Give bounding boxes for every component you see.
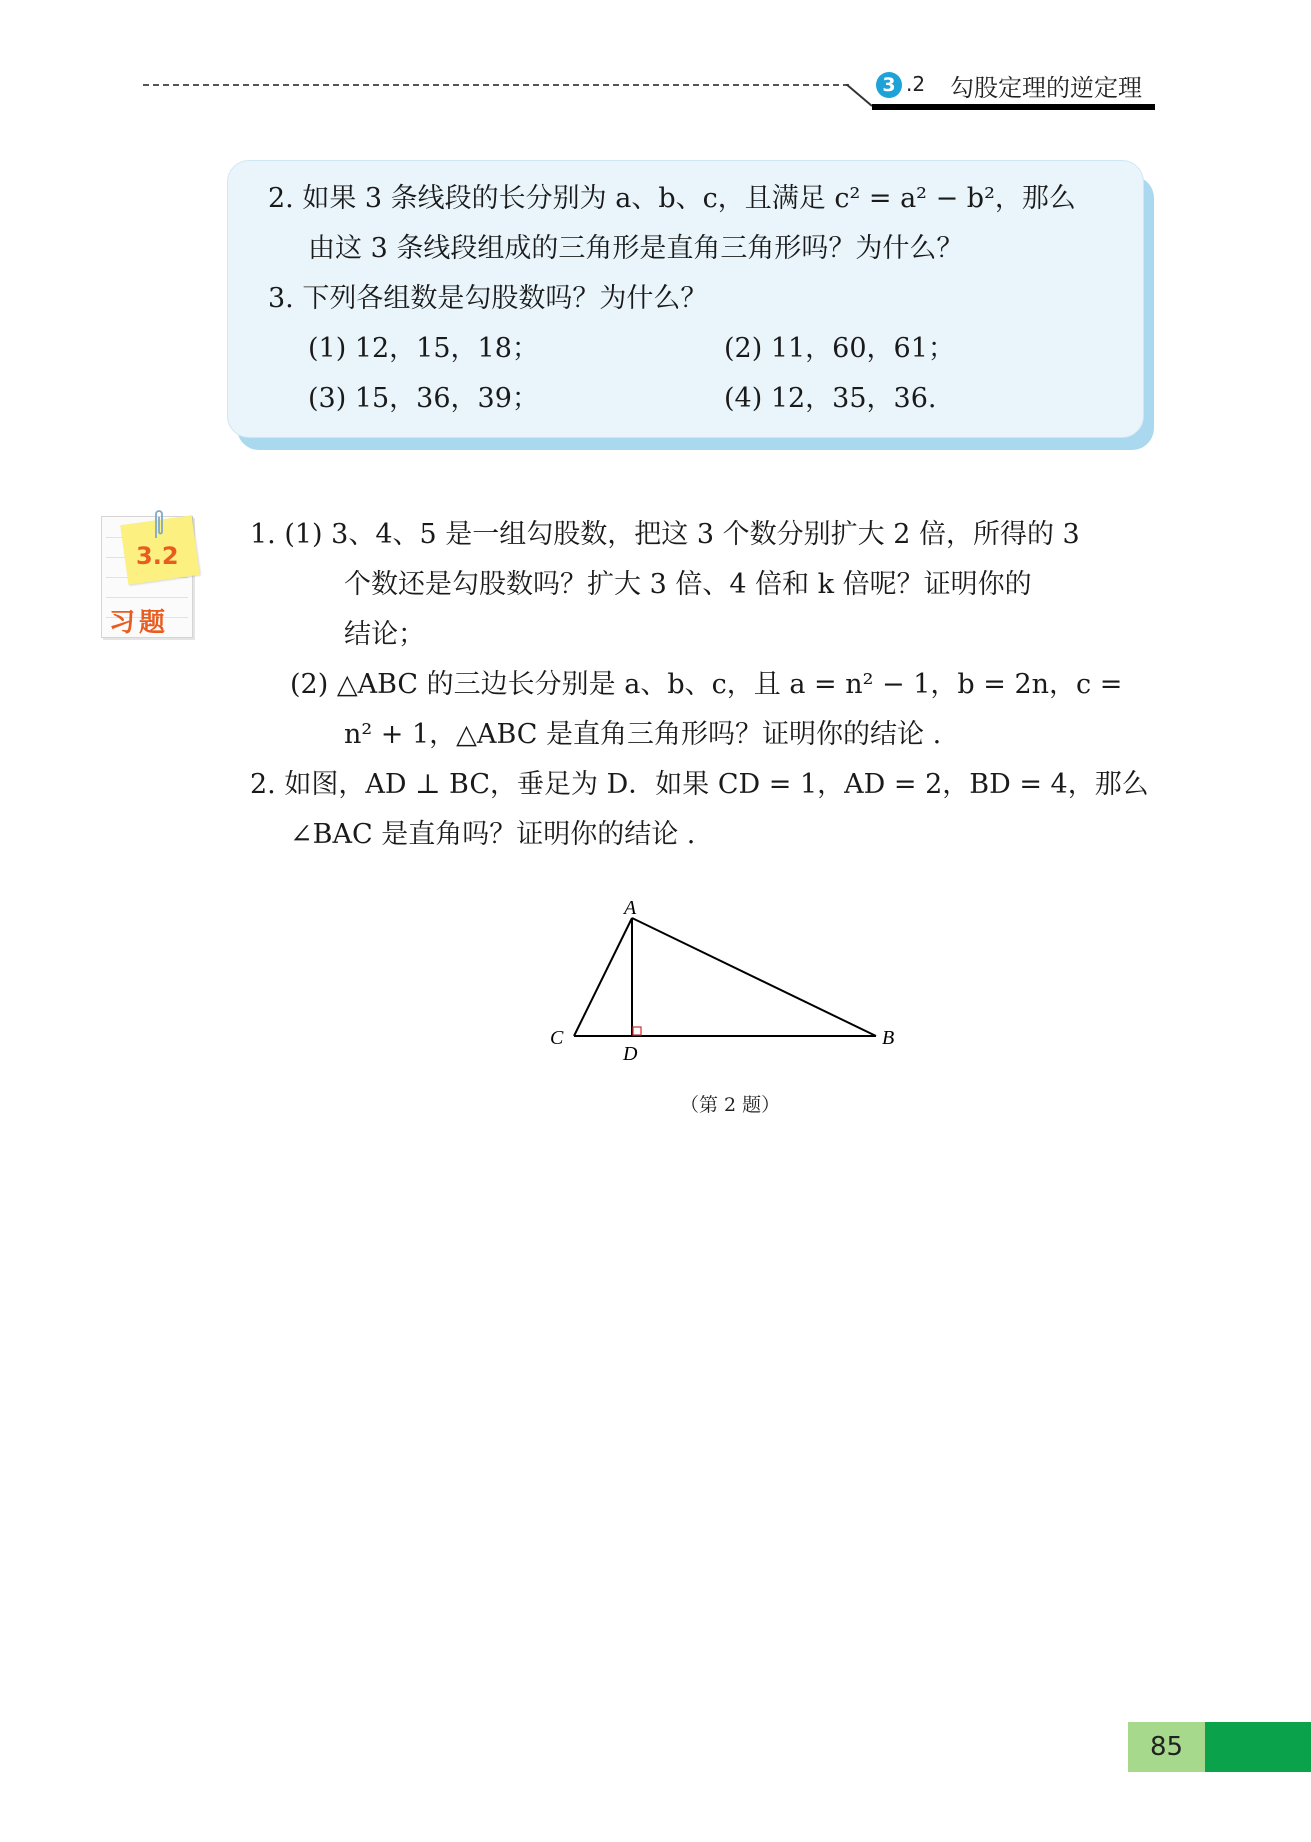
header-rule	[872, 104, 1155, 110]
exercise-2-line2: ∠BAC 是直角吗？证明你的结论 .	[290, 819, 696, 850]
triangle-figure	[540, 890, 920, 1070]
exercise-1-line3: 结论；	[344, 619, 425, 650]
exercise-1-line2: 个数还是勾股数吗？扩大 3 倍、4 倍和 k 倍呢？证明你的	[344, 569, 1032, 600]
practice-q3-item-1: (1) 12，15，18；	[308, 333, 539, 364]
exercise-badge-label: 习题	[109, 608, 170, 638]
exercise-1-line1: 1. (1) 3、4、5 是一组勾股数，把这 3 个数分别扩大 2 倍，所得的 3	[250, 519, 1080, 550]
segment-ab	[632, 918, 876, 1036]
practice-q3-item-4: (4) 12，35，36.	[724, 383, 937, 414]
practice-q3-line: 3. 下列各组数是勾股数吗？为什么？	[268, 283, 708, 314]
section-number-suffix: .2	[906, 72, 926, 96]
header-slant-line	[846, 84, 874, 108]
exercise-badge-number: 3.2	[136, 542, 179, 570]
right-angle-mark	[633, 1027, 641, 1035]
vertex-label-d: D	[623, 1043, 638, 1065]
figure-caption: （第 2 题）	[680, 1094, 781, 1116]
vertex-label-a: A	[624, 897, 637, 919]
section-number-badge: 3	[876, 72, 902, 98]
practice-q2-line1: 2. 如果 3 条线段的长分别为 a、b、c，且满足 c² = a² − b²，那么	[268, 183, 1076, 214]
exercise-1-part2-line1: (2) △ABC 的三边长分别是 a、b、c，且 a = n² − 1，b = 2n，c =	[290, 669, 1123, 700]
segment-ca	[574, 918, 632, 1036]
page-number: 85	[1149, 1732, 1184, 1762]
vertex-label-c: C	[550, 1027, 564, 1049]
exercise-1-part2-line2: n² + 1，△ABC 是直角三角形吗？证明你的结论 .	[344, 719, 942, 750]
vertex-label-b: B	[882, 1027, 895, 1049]
section-title: 勾股定理的逆定理	[950, 74, 1142, 102]
exercise-2-line1: 2. 如图，AD ⊥ BC，垂足为 D．如果 CD = 1，AD = 2，BD = 4，那么	[250, 769, 1149, 800]
paperclip-icon	[152, 508, 166, 540]
practice-q2-line2: 由这 3 条线段组成的三角形是直角三角形吗？为什么？	[308, 233, 964, 264]
practice-q3-item-3: (3) 15，36，39；	[308, 383, 539, 414]
header-dashed-rule	[143, 84, 849, 86]
practice-q3-item-2: (2) 11，60，61；	[724, 333, 955, 364]
page-footer-bar	[1205, 1722, 1311, 1772]
